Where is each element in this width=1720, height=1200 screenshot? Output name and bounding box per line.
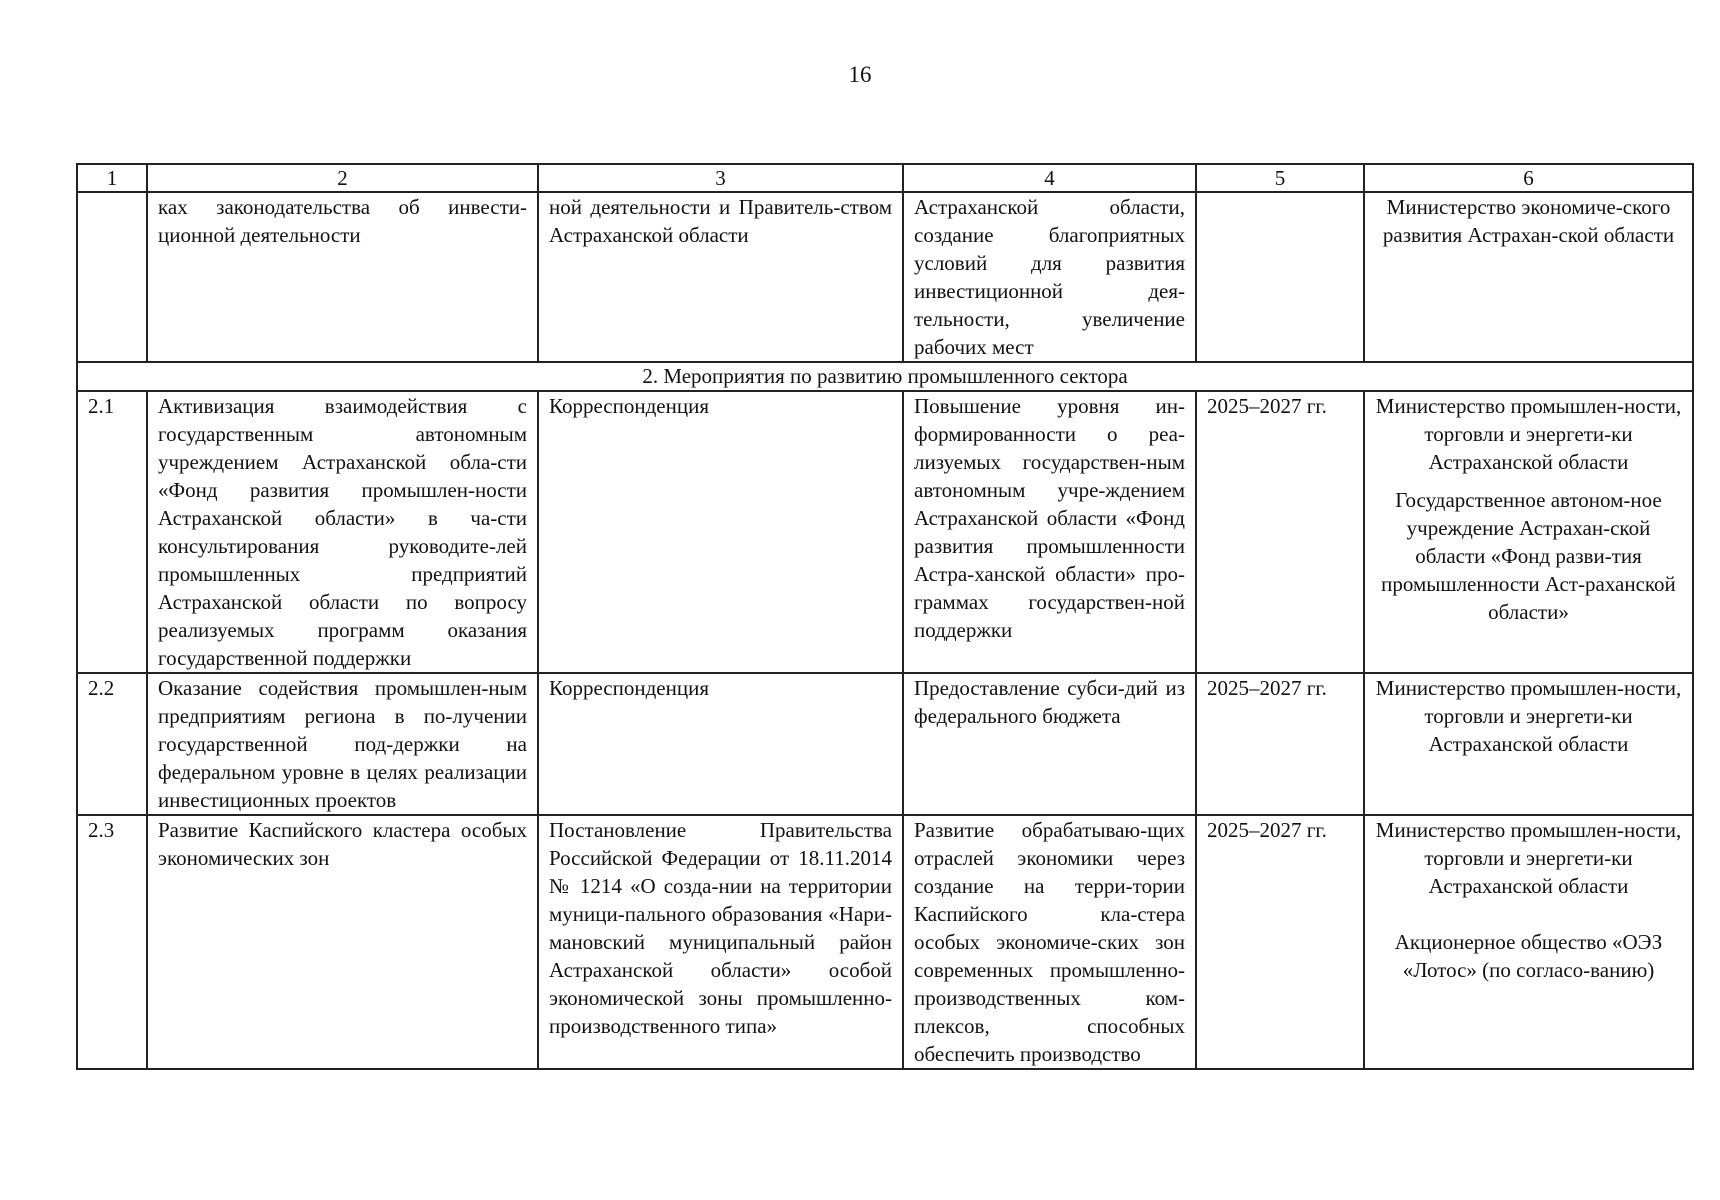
continuation-num-cell — [77, 192, 147, 362]
column-number-6: 6 — [1364, 164, 1693, 192]
page-number: 16 — [848, 62, 872, 87]
continuation-result: Астраханской области, создание благоприятных условий для развития инвестиционной дея-тельности, увеличение рабочих мест — [903, 192, 1196, 362]
continuation-row — [77, 192, 1693, 362]
result-text: Предоставление субси-дий из федерального бюджета — [903, 673, 1196, 815]
basis-text: Постановление Правительства Российской Федерации от 18.11.2014 № 1214 «О созда-нии на территории муници-пального образования «Нари-мановский муниципальный район Астраханской области» особой экономической зоны промышленно-производственного типа» — [538, 815, 903, 1069]
measures-table — [76, 163, 1694, 1070]
executor-text: Министерство промышлен-ности, торговли и энергети-ки Астраханской области — [1375, 818, 1682, 898]
measure-text: Развитие Каспийского кластера особых экономических зон — [147, 815, 538, 1069]
result-text: Развитие обрабатываю-щих отраслей экономики через создание на терри-тории Каспийского кла-стера особых экономиче-ских зон современных промышленно-производственных ком-плексов, способных обеспечить производство — [903, 815, 1196, 1069]
executor-text: Акционерное общество «ОЭЗ «Лотос» (по согласо-ванию) — [1394, 930, 1663, 982]
basis-text: Корреспонденция — [538, 673, 903, 815]
basis-text: Корреспонденция — [538, 391, 903, 673]
row-number: 2.2 — [77, 673, 147, 815]
period-text: 2025–2027 гг. — [1196, 815, 1364, 1069]
executors-cell — [1364, 815, 1693, 1069]
continuation-period — [1196, 192, 1364, 362]
executor-text: Государственное автоном-ное учреждение Астрахан-ской области «Фонд разви-тия промышленности Аст-раханской области» — [1381, 488, 1676, 624]
row-number: 2.3 — [77, 815, 147, 1069]
continuation-measure: ках законодательства об инвести-ционной деятельности — [147, 192, 538, 362]
section-row — [77, 362, 1693, 391]
column-number-3: 3 — [538, 164, 903, 192]
period-text: 2025–2027 гг. — [1196, 673, 1364, 815]
continuation-executor: Министерство экономиче-ского развития Астрахан-ской области — [1364, 192, 1693, 362]
column-number-2: 2 — [147, 164, 538, 192]
table-row — [77, 673, 1693, 815]
measure-text: Активизация взаимодействия с государственным автономным учреждением Астраханской обла-сти «Фонд развития промышлен-ности Астраханской области» в ча-сти консультирования руководите-лей промышленных предприятий Астраханской области по вопросу реализуемых программ оказания государственной поддержки — [147, 391, 538, 673]
executor-text: Министерство промышлен-ности, торговли и энергети-ки Астраханской области — [1375, 394, 1682, 474]
column-number-5: 5 — [1196, 164, 1364, 192]
row-number: 2.1 — [77, 391, 147, 673]
continuation-basis: ной деятельности и Правитель-ством Астраханской области — [538, 192, 903, 362]
period-text: 2025–2027 гг. — [1196, 391, 1364, 673]
section-title: 2. Мероприятия по развитию промышленного сектора — [77, 362, 1693, 391]
table-row — [77, 391, 1693, 673]
table-row — [77, 815, 1693, 1069]
executors-cell — [1364, 391, 1693, 673]
executor-text: Министерство промышлен-ности, торговли и энергети-ки Астраханской области — [1375, 676, 1682, 756]
result-text: Повышение уровня ин-формированности о реа-лизуемых государствен-ным автономным учре-ждением Астраханской области «Фонд развития промышленности Астра-ханской области» про-граммах государствен-ной поддержки — [903, 391, 1196, 673]
column-number-4: 4 — [903, 164, 1196, 192]
column-number-1: 1 — [77, 164, 147, 192]
column-number-header-row — [77, 164, 1693, 192]
measure-text: Оказание содействия промышлен-ным предприятиям региона в по-лучении государственной под-держки на федеральном уровне в целях реализации инвестиционных проектов — [147, 673, 538, 815]
executors-cell — [1364, 673, 1693, 815]
